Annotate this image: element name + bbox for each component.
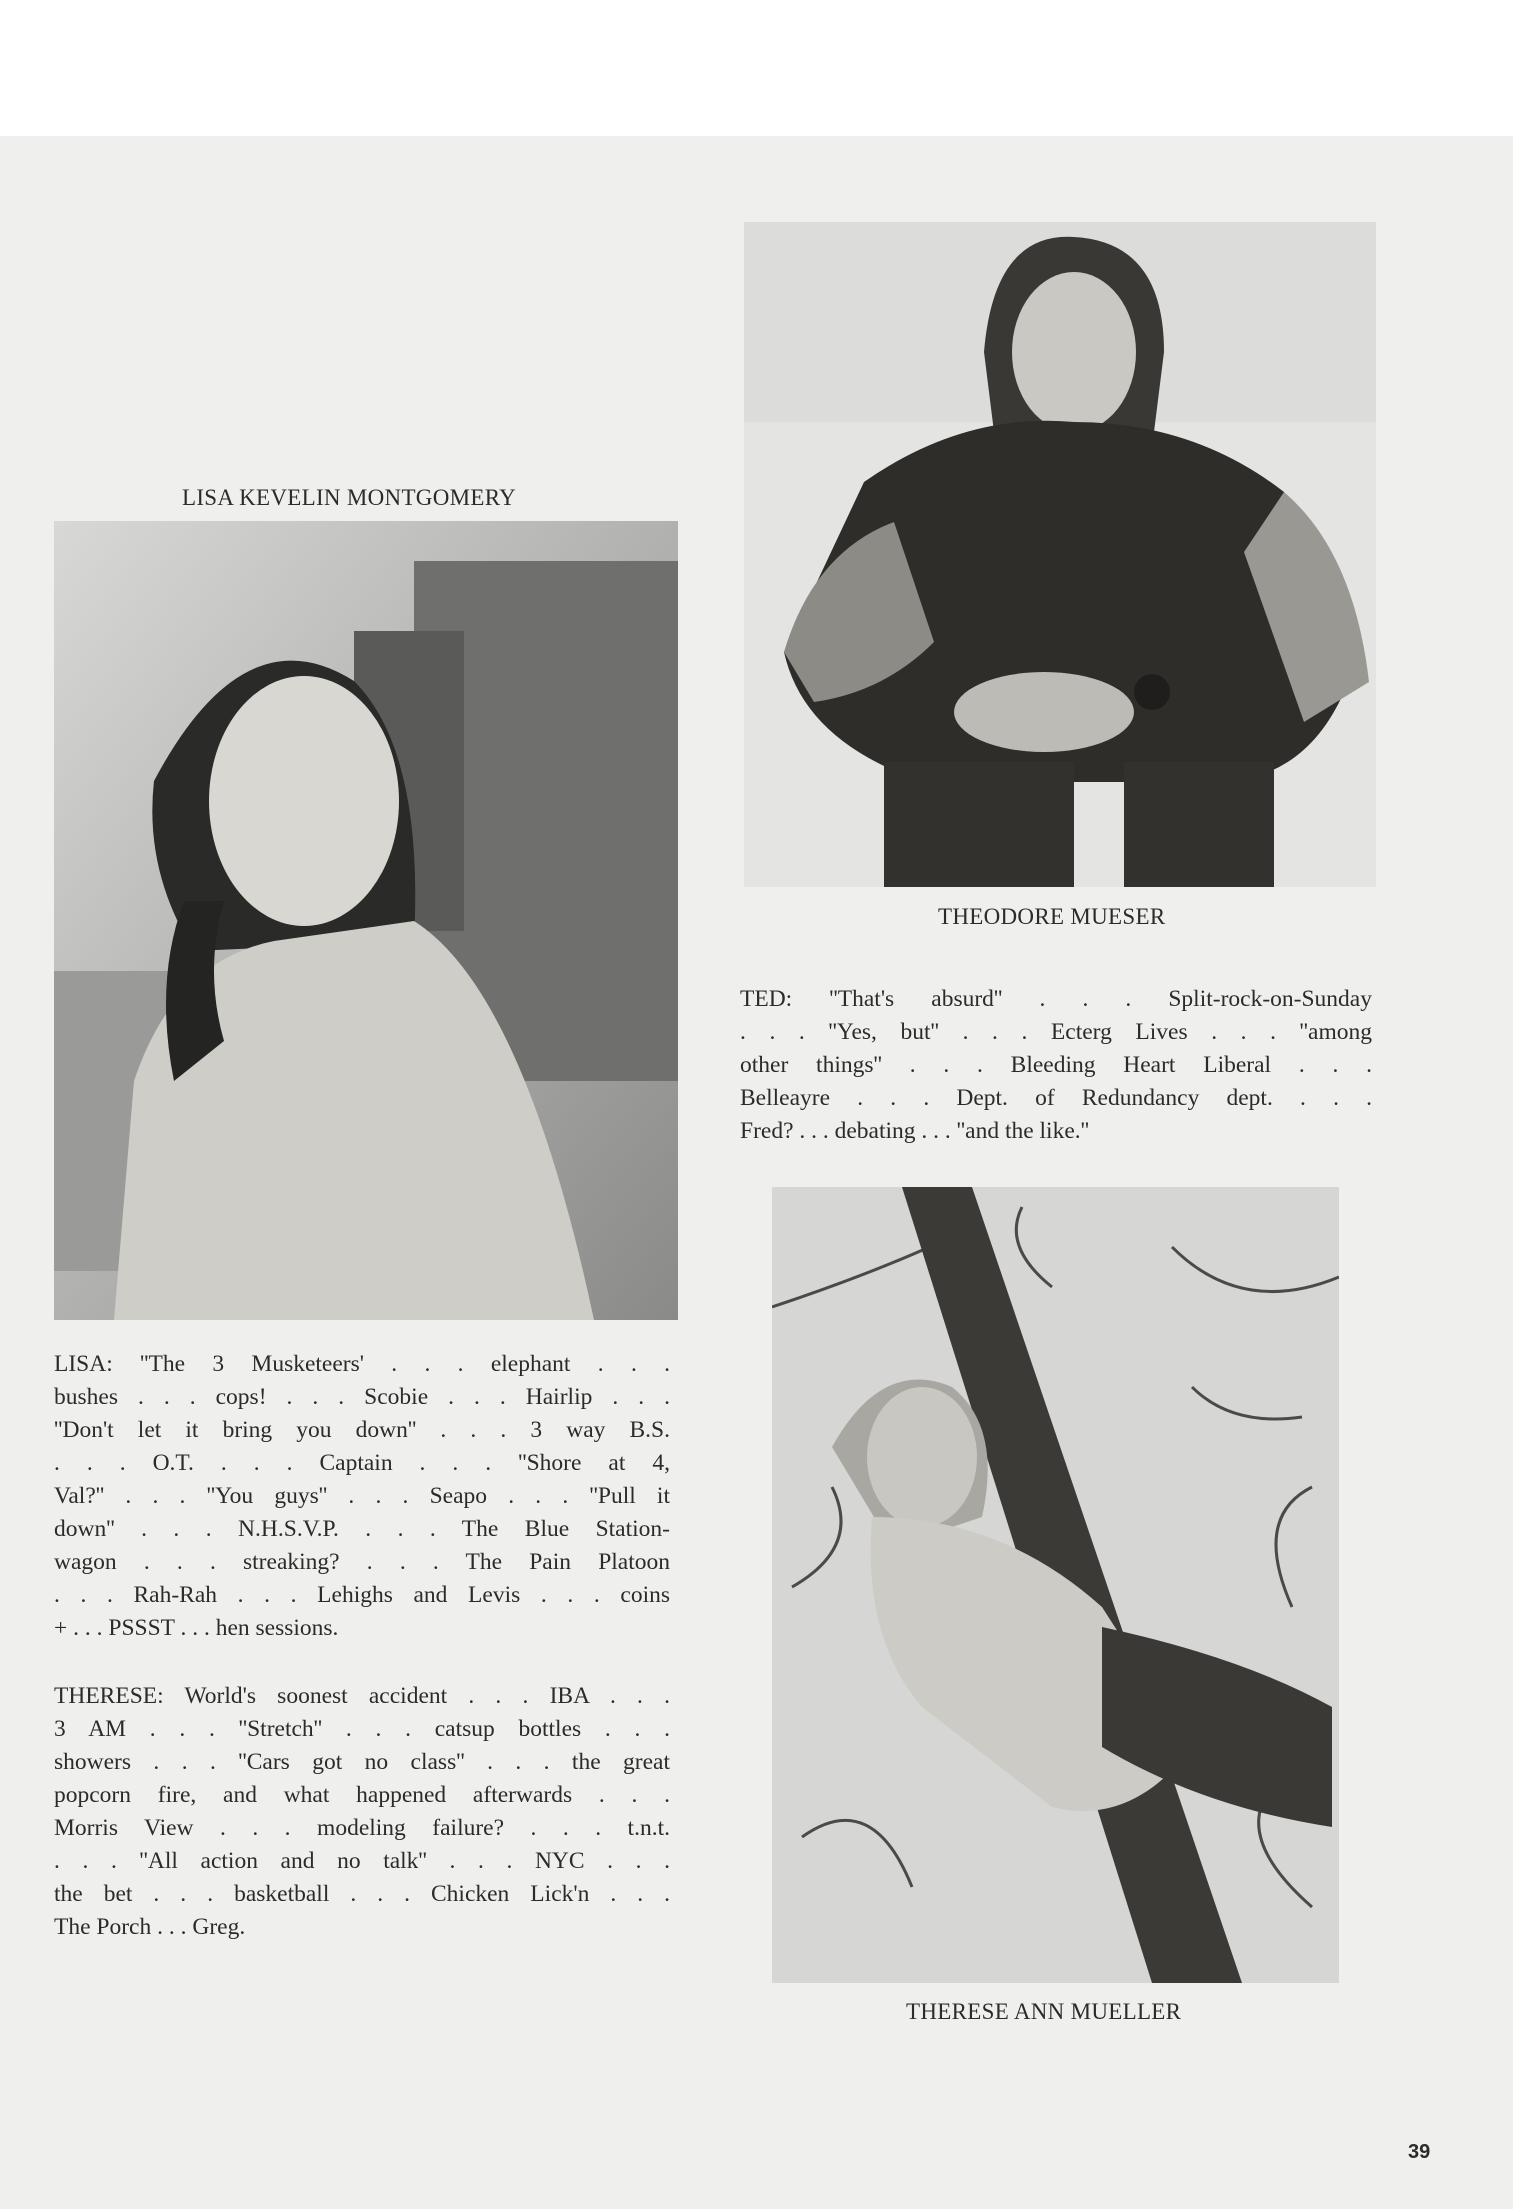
bio-line: . . . ''Yes, but'' . . . Ecterg Lives . . . ''among — [740, 1019, 1372, 1045]
bio-line: other things'' . . . Bleeding Heart Liberal . . . — [740, 1052, 1372, 1078]
bio-line: Val?'' . . . ''You guys'' . . . Seapo . . . ''Pull it — [54, 1483, 670, 1509]
therese-name-caption: THERESE ANN MUELLER — [906, 1999, 1182, 2024]
bio-line: THERESE: World's soonest accident . . . IBA . . . — [54, 1683, 670, 1709]
bio-line: wagon . . . streaking? . . . The Pain Platoon — [54, 1549, 670, 1575]
bio-line: showers . . . ''Cars got no class'' . . . the great — [54, 1749, 670, 1775]
bio-line: ''Don't let it bring you down'' . . . 3 way B.S. — [54, 1417, 670, 1443]
bio-line: down'' . . . N.H.S.V.P. . . . The Blue Station- — [54, 1516, 670, 1542]
bio-line: TED: ''That's absurd'' . . . Split-rock-on-Sunday — [740, 986, 1372, 1012]
bio-line: . . . ''All action and no talk'' . . . NYC . . . — [54, 1848, 670, 1874]
bio-line: Fred? . . . debating . . . ''and the like.'' — [740, 1118, 1090, 1144]
page-number: 39 — [1408, 2141, 1431, 2163]
bio-line: popcorn fire, and what happened afterwards . . . — [54, 1782, 670, 1808]
bio-line: the bet . . . basketball . . . Chicken Lick'n . . . — [54, 1881, 670, 1907]
bio-line: Belleayre . . . Dept. of Redundancy dept. . . . — [740, 1085, 1372, 1111]
therese-bio — [54, 1680, 670, 1944]
bio-line: The Porch . . . Greg. — [54, 1914, 246, 1940]
bio-line: LISA: ''The 3 Musketeers' . . . elephant . . . — [54, 1351, 670, 1377]
bio-line: + . . . PSSST . . . hen sessions. — [54, 1615, 339, 1641]
therese-portrait-photo — [772, 1187, 1339, 1983]
ted-name-caption: THEODORE MUESER — [938, 904, 1166, 929]
ted-portrait-photo — [744, 222, 1376, 887]
bio-line: 3 AM . . . ''Stretch'' . . . catsup bottles . . . — [54, 1716, 670, 1742]
ted-bio — [740, 983, 1372, 1148]
bio-line: . . . Rah-Rah . . . Lehighs and Levis . . . coins — [54, 1582, 670, 1608]
lisa-name-caption: LISA KEVELIN MONTGOMERY — [182, 485, 516, 510]
bio-line: . . . O.T. . . . Captain . . . ''Shore at 4, — [54, 1450, 670, 1476]
lisa-bio — [54, 1348, 670, 1645]
bio-line: bushes . . . cops! . . . Scobie . . . Hairlip . . . — [54, 1384, 670, 1410]
lisa-portrait-photo — [54, 521, 678, 1320]
bio-line: Morris View . . . modeling failure? . . . t.n.t. — [54, 1815, 670, 1841]
